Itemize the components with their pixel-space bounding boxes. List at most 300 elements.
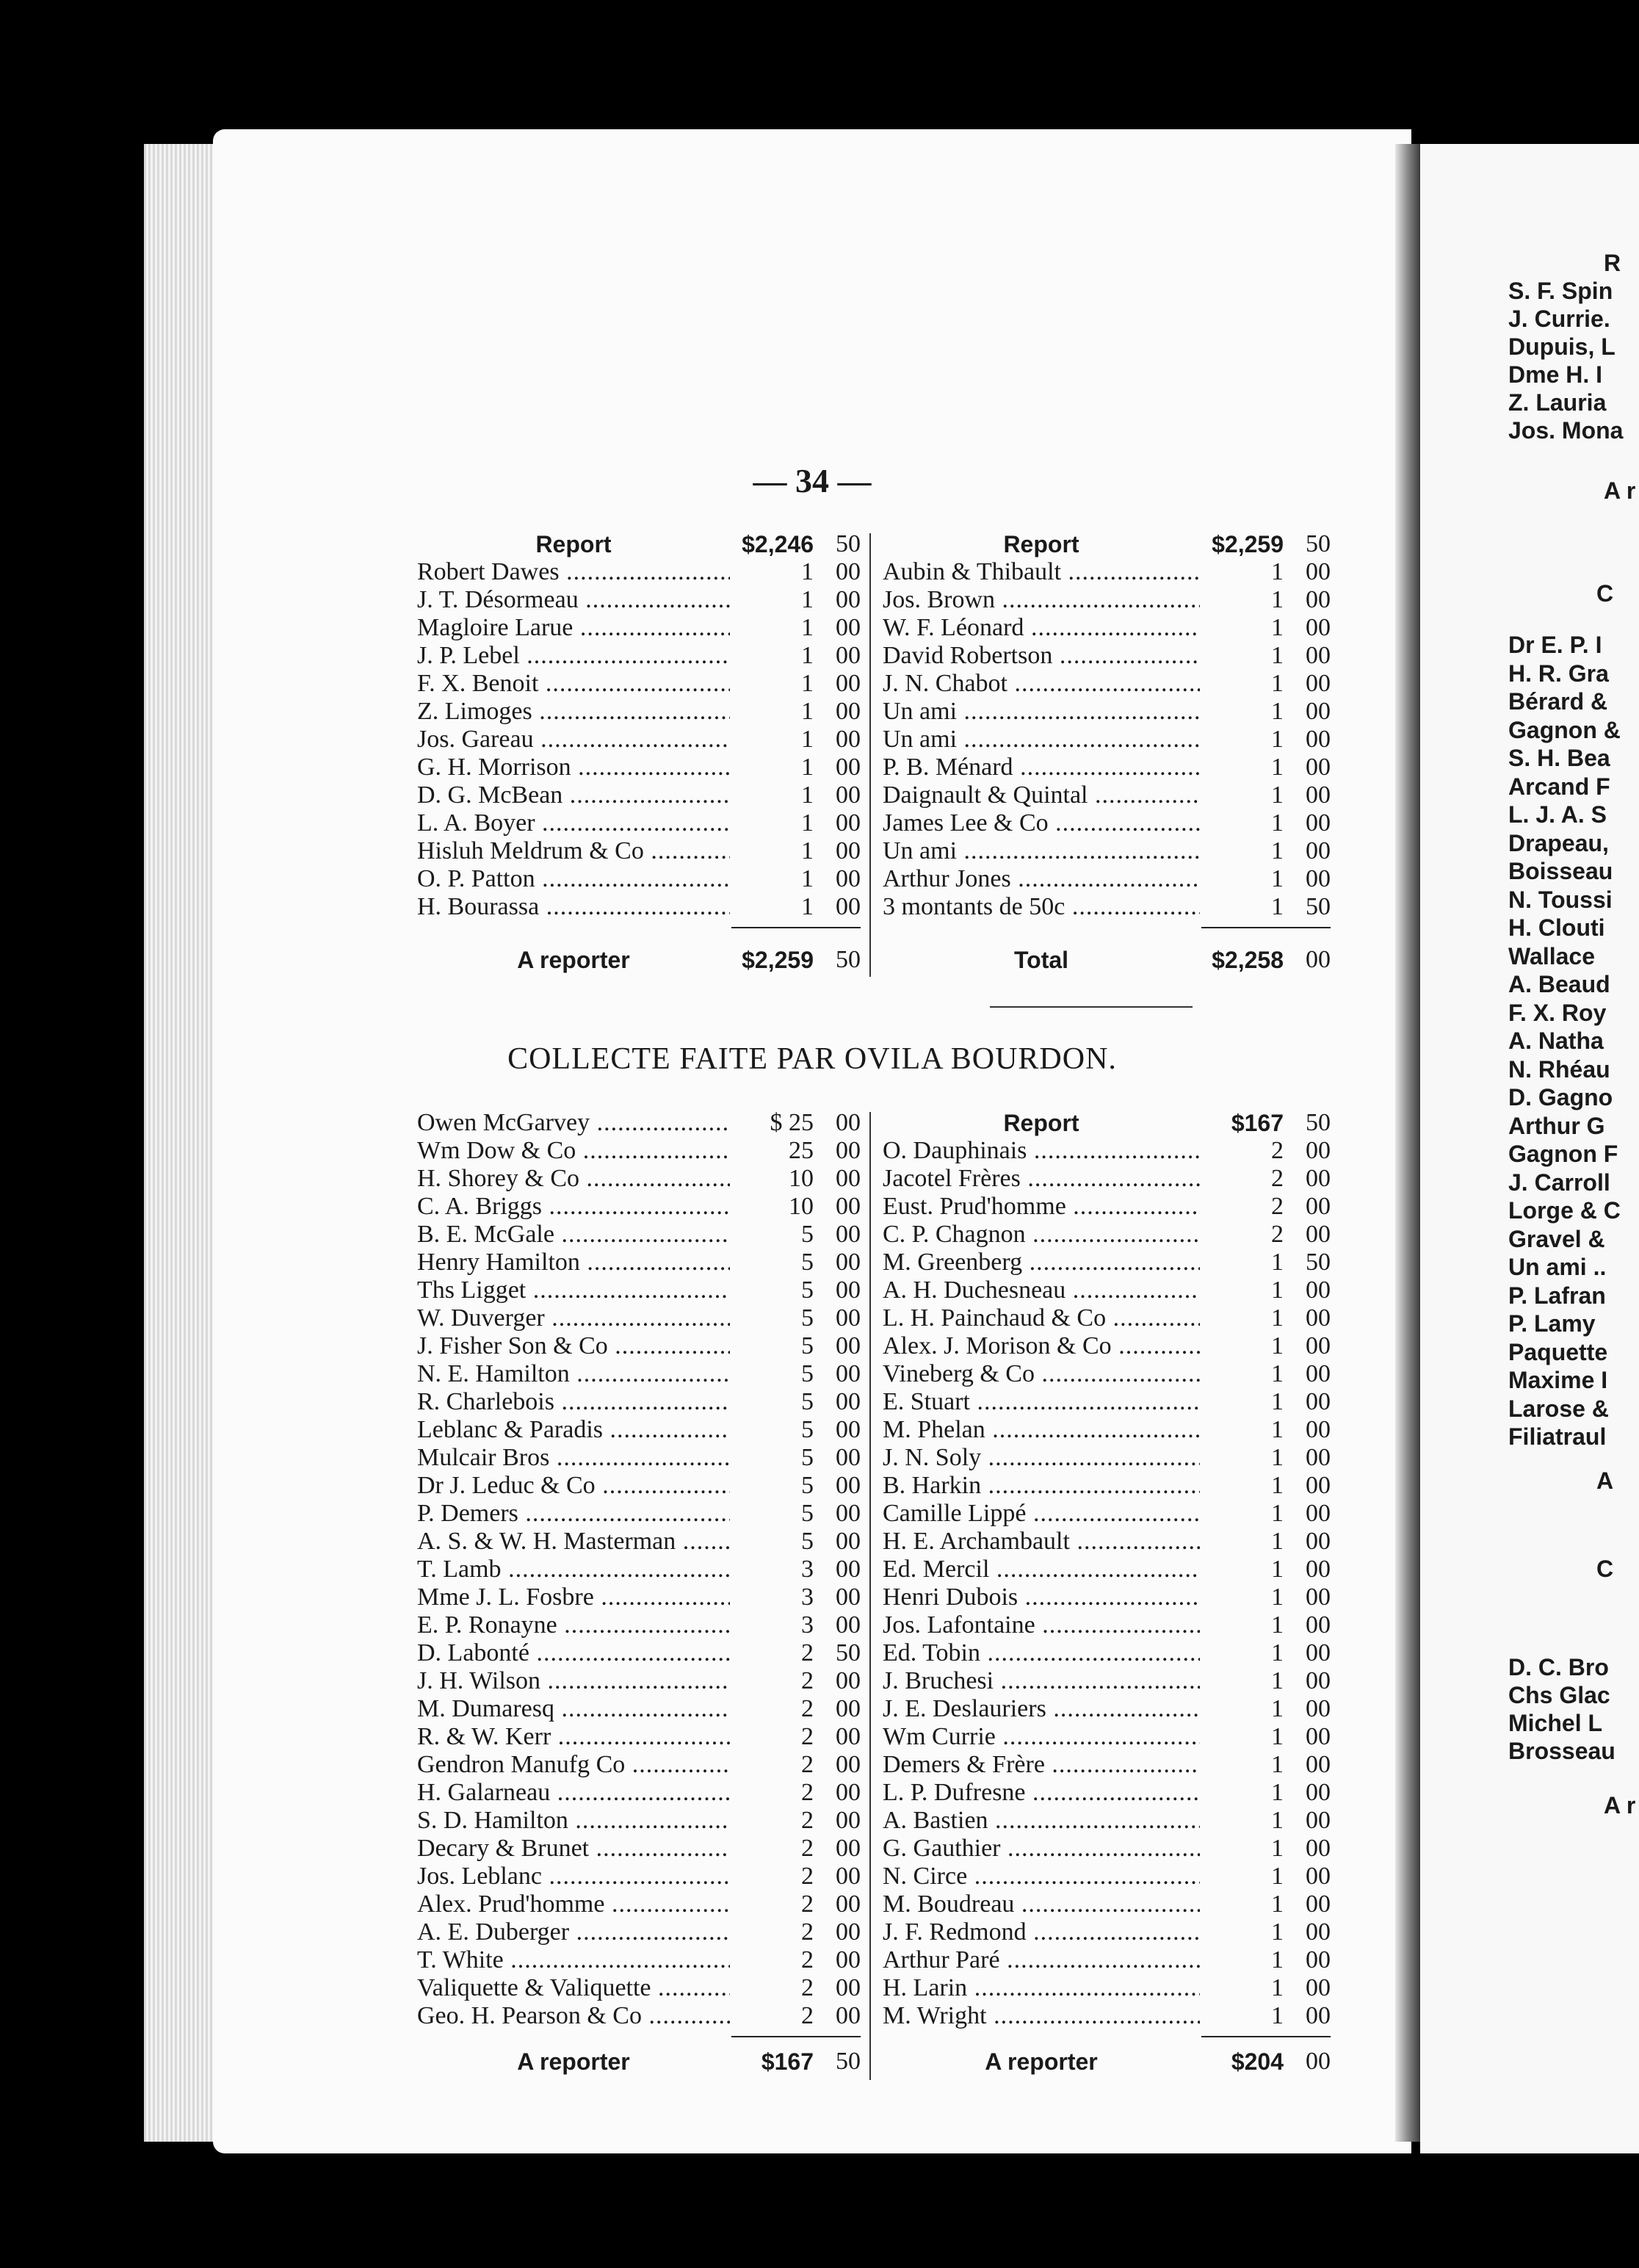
amount-cents: 00 <box>1306 1276 1331 1304</box>
ledger-row <box>417 1137 861 1165</box>
amount-cents: 00 <box>836 1695 861 1722</box>
amount-dollars: 2 <box>1271 1193 1284 1220</box>
amount-cents: 00 <box>1306 946 1331 973</box>
amount-dollars: 1 <box>801 781 814 809</box>
amount-dollars: 1 <box>801 865 814 892</box>
amount-cents: 00 <box>1306 1667 1331 1694</box>
amount-dollars: 1 <box>1271 1863 1284 1890</box>
amount-dollars: 1 <box>1271 1528 1284 1555</box>
amount-cents: 00 <box>836 1723 861 1750</box>
amount-dollars: 1 <box>1271 1583 1284 1611</box>
contributor-name: 3 montants de 50c ..... <box>883 893 1200 921</box>
amount-dollars: 1 <box>1271 1751 1284 1778</box>
contributor-name: R. & W. Kerr ..... <box>417 1723 730 1751</box>
amount-dollars: 1 <box>801 837 814 864</box>
amount-dollars: 1 <box>1271 1444 1284 1471</box>
ledger-row <box>417 1165 861 1193</box>
contributor-name: B. Harkin ..... <box>883 1472 1200 1500</box>
total-row <box>417 946 861 974</box>
contributor-name: J. N. Soly ..... <box>883 1444 1200 1472</box>
contributor-name: Camille Lippé ..... <box>883 1500 1200 1528</box>
ledger-row <box>883 1974 1331 2002</box>
contributor-name: Un ami ..... <box>883 698 1200 726</box>
column-divider <box>869 533 871 977</box>
ledger-row <box>883 1193 1331 1221</box>
facing-page-text: Jos. Mona <box>1508 417 1624 444</box>
contributor-name: N. E. Hamilton ..... <box>417 1360 730 1388</box>
ledger-row <box>883 1863 1331 1890</box>
amount-cents: 00 <box>1306 1416 1331 1443</box>
amount-dollars: 2 <box>801 1695 814 1722</box>
amount-dollars: 10 <box>789 1165 814 1192</box>
column-divider <box>869 1112 871 2080</box>
ledger-row <box>883 865 1331 893</box>
amount-cents: 00 <box>1306 809 1331 837</box>
amount-dollars: 1 <box>1271 586 1284 613</box>
amount-cents: 00 <box>1306 558 1331 585</box>
amount-cents: 00 <box>836 1249 861 1276</box>
ledger-row <box>417 1249 861 1276</box>
ledger-row <box>417 1639 861 1667</box>
amount-dollars: 1 <box>1271 726 1284 753</box>
amount-cents: 00 <box>1306 586 1331 613</box>
amount-cents: 00 <box>836 726 861 753</box>
amount-cents: 00 <box>1306 1556 1331 1583</box>
contributor-name: David Robertson ..... <box>883 642 1200 670</box>
facing-page-text: Boisseau <box>1508 858 1613 884</box>
contributor-name: P. B. Ménard ..... <box>883 754 1200 781</box>
amount-dollars: 1 <box>1271 1556 1284 1583</box>
ledger-row <box>417 698 861 726</box>
report-row <box>417 530 861 558</box>
amount-dollars: 2 <box>801 1918 814 1946</box>
amount-dollars: 1 <box>1271 1695 1284 1722</box>
amount-cents: 00 <box>836 1556 861 1583</box>
ledger-row <box>417 1667 861 1695</box>
contributor-name: Eust. Prud'homme ..... <box>883 1193 1200 1221</box>
contributor-name: B. E. McGale ..... <box>417 1221 730 1249</box>
contributor-name: A reporter <box>517 2048 630 2075</box>
ledger-row <box>417 1723 861 1751</box>
amount-dollars: 1 <box>1271 1946 1284 1973</box>
amount-dollars: 2 <box>801 1835 814 1862</box>
ledger-row <box>883 2002 1331 2030</box>
amount-cents: 00 <box>836 1360 861 1387</box>
contributor-name: J. F. Redmond ..... <box>883 1918 1200 1946</box>
ledger-row <box>417 1528 861 1556</box>
amount-cents: 00 <box>836 1193 861 1220</box>
ledger-row <box>417 893 861 921</box>
amount-dollars: 1 <box>1271 781 1284 809</box>
facing-page-text: Gravel & <box>1508 1225 1605 1252</box>
amount-cents: 00 <box>836 1611 861 1639</box>
amount-dollars: 2 <box>1271 1221 1284 1248</box>
amount-cents: 00 <box>836 1946 861 1973</box>
amount-cents: 50 <box>1306 530 1331 557</box>
contributor-name: Un ami ..... <box>883 837 1200 865</box>
ledger-row <box>883 754 1331 781</box>
contributor-name: L. A. Boyer ..... <box>417 809 730 837</box>
ledger-row <box>883 642 1331 670</box>
facing-page-text: Arcand F <box>1508 773 1610 800</box>
ledger-row <box>417 754 861 781</box>
amount-dollars: 1 <box>1271 1388 1284 1415</box>
amount-cents: 00 <box>1306 865 1331 892</box>
ledger-row <box>883 1472 1331 1500</box>
ledger-row <box>883 1528 1331 1556</box>
amount-cents: 50 <box>836 530 861 557</box>
amount-cents: 00 <box>836 1890 861 1918</box>
ledger-row <box>417 1890 861 1918</box>
amount-cents: 00 <box>836 1807 861 1834</box>
contributor-name: L. H. Painchaud & Co ..... <box>883 1304 1200 1332</box>
ledger-row <box>883 1779 1331 1807</box>
ledger-row <box>417 1193 861 1221</box>
ledger-row <box>417 670 861 698</box>
contributor-name: A. H. Duchesneau ..... <box>883 1276 1200 1304</box>
facing-page-text: A <box>1596 1467 1614 1494</box>
contributor-name: Hisluh Meldrum & Co ..... <box>417 837 730 865</box>
ledger-row <box>417 1472 861 1500</box>
total-row <box>883 2048 1331 2076</box>
contributor-name: Ths Ligget ..... <box>417 1276 730 1304</box>
facing-page-text: C <box>1596 580 1614 607</box>
amount-dollars: 1 <box>1271 1723 1284 1750</box>
facing-page <box>1420 144 1639 2153</box>
amount-cents: 00 <box>836 1416 861 1443</box>
contributor-name: A reporter <box>985 2048 1098 2075</box>
bottom-ledger <box>417 1109 1335 2086</box>
ledger-row <box>417 1863 861 1890</box>
facing-page-text: F. X. Roy <box>1508 999 1607 1026</box>
contributor-name: A. S. & W. H. Masterman ..... <box>417 1528 730 1556</box>
ledger-row <box>417 1751 861 1779</box>
amount-dollars: 1 <box>1271 1360 1284 1387</box>
contributor-name: Daignault & Quintal ..... <box>883 781 1200 809</box>
facing-page-text: Lorge & C <box>1508 1197 1621 1224</box>
contributor-name: Owen McGarvey ..... <box>417 1109 730 1137</box>
amount-cents: 00 <box>1306 754 1331 781</box>
facing-page-text: Gagnon F <box>1508 1141 1618 1167</box>
contributor-name: James Lee & Co ..... <box>883 809 1200 837</box>
amount-dollars: 2 <box>801 1890 814 1918</box>
amount-cents: 00 <box>1306 1751 1331 1778</box>
book-gutter <box>1395 144 1420 2142</box>
contributor-name: J. Bruchesi ..... <box>883 1667 1200 1695</box>
contributor-name: Henri Dubois ..... <box>883 1583 1200 1611</box>
amount-dollars: 1 <box>801 698 814 725</box>
amount-cents: 00 <box>836 1304 861 1332</box>
amount-cents: 00 <box>836 1835 861 1862</box>
amount-cents: 00 <box>1306 1360 1331 1387</box>
amount-dollars: 1 <box>1271 1639 1284 1666</box>
amount-cents: 00 <box>1306 1304 1331 1332</box>
contributor-name: Ed. Mercil ..... <box>883 1556 1200 1583</box>
ledger-row <box>883 1807 1331 1835</box>
ledger-row <box>883 1221 1331 1249</box>
amount-dollars: 2 <box>801 1974 814 2001</box>
ledger-row <box>883 1416 1331 1444</box>
ledger-row <box>417 2002 861 2030</box>
amount-dollars: 2 <box>801 2002 814 2029</box>
ledger-row <box>417 781 861 809</box>
ledger-row <box>417 1918 861 1946</box>
facing-page-text: R <box>1604 250 1621 276</box>
facing-page-text: Bérard & <box>1508 688 1608 715</box>
ledger-row <box>883 698 1331 726</box>
contributor-name: Jos. Lafontaine ..... <box>883 1611 1200 1639</box>
contributor-name: M. Dumaresq ..... <box>417 1695 730 1723</box>
ledger-row <box>883 1276 1331 1304</box>
amount-cents: 00 <box>1306 837 1331 864</box>
contributor-name: Robert Dawes ..... <box>417 558 730 586</box>
top-ledger <box>417 530 1335 971</box>
amount-cents: 00 <box>1306 2002 1331 2029</box>
facing-page-text: Drapeau, <box>1508 829 1609 856</box>
amount-cents: 00 <box>1306 1500 1331 1527</box>
amount-cents: 00 <box>1306 1695 1331 1722</box>
ledger-row <box>883 1444 1331 1472</box>
amount-dollars: $2,246 <box>742 531 814 557</box>
amount-dollars: 1 <box>1271 1304 1284 1332</box>
amount-dollars: $167 <box>1231 1110 1284 1136</box>
ledger-row <box>417 1221 861 1249</box>
facing-page-text: S. F. Spin <box>1508 278 1613 304</box>
collecte-heading: COLLECTE FAITE PAR OVILA BOURDON. <box>507 1042 1117 1076</box>
report-row <box>883 1109 1331 1137</box>
contributor-name: Magloire Larue ..... <box>417 614 730 642</box>
amount-cents: 00 <box>836 1751 861 1778</box>
amount-dollars: $2,259 <box>1212 531 1284 557</box>
contributor-name: Valiquette & Valiquette ..... <box>417 1974 730 2002</box>
amount-dollars: $204 <box>1231 2048 1284 2075</box>
amount-dollars: 1 <box>801 809 814 837</box>
amount-cents: 00 <box>836 698 861 725</box>
amount-cents: 00 <box>1306 1528 1331 1555</box>
facing-page-text: Larose & <box>1508 1395 1609 1422</box>
contributor-name: T. Lamb ..... <box>417 1556 730 1583</box>
ledger-row <box>417 1611 861 1639</box>
contributor-name: H. Shorey & Co ..... <box>417 1165 730 1193</box>
amount-cents: 00 <box>1306 1444 1331 1471</box>
ledger-row <box>883 1556 1331 1583</box>
contributor-name: Arthur Jones ..... <box>883 865 1200 893</box>
report-row <box>883 530 1331 558</box>
ledger-row <box>883 837 1331 865</box>
ledger-row <box>883 1835 1331 1863</box>
sum-rule <box>731 927 861 928</box>
amount-cents: 00 <box>1306 781 1331 809</box>
amount-dollars: 2 <box>801 1667 814 1694</box>
ledger-row <box>417 1807 861 1835</box>
amount-dollars: 1 <box>1271 670 1284 697</box>
amount-cents: 00 <box>836 670 861 697</box>
contributor-name: Report <box>535 531 612 557</box>
contributor-name: H. Galarneau ..... <box>417 1779 730 1807</box>
contributor-name: Leblanc & Paradis ..... <box>417 1416 730 1444</box>
contributor-name: J. E. Deslauriers ..... <box>883 1695 1200 1723</box>
contributor-name: Jacotel Frères ..... <box>883 1165 1200 1193</box>
amount-cents: 00 <box>836 1500 861 1527</box>
amount-dollars: 3 <box>801 1611 814 1639</box>
ledger-row <box>883 1332 1331 1360</box>
amount-dollars: 1 <box>801 586 814 613</box>
facing-page-text: S. H. Bea <box>1508 745 1610 771</box>
amount-dollars: 5 <box>801 1388 814 1415</box>
contributor-name: Report <box>1003 1110 1079 1136</box>
contributor-name: H. E. Archambault ..... <box>883 1528 1200 1556</box>
facing-page-text: D. Gagno <box>1508 1084 1613 1110</box>
contributor-name: Wm Dow & Co ..... <box>417 1137 730 1165</box>
contributor-name: S. D. Hamilton ..... <box>417 1807 730 1835</box>
contributor-name: Aubin & Thibault ..... <box>883 558 1200 586</box>
contributor-name: J. Fisher Son & Co ..... <box>417 1332 730 1360</box>
contributor-name: D. Labonté ..... <box>417 1639 730 1667</box>
ledger-row <box>883 1360 1331 1388</box>
amount-cents: 00 <box>836 1472 861 1499</box>
contributor-name: Wm Currie ..... <box>883 1723 1200 1751</box>
amount-cents: 00 <box>1306 1221 1331 1248</box>
amount-cents: 00 <box>1306 614 1331 641</box>
ledger-row <box>417 1779 861 1807</box>
contributor-name: Un ami ..... <box>883 726 1200 754</box>
amount-dollars: 5 <box>801 1304 814 1332</box>
amount-dollars: 5 <box>801 1528 814 1555</box>
amount-dollars: 5 <box>801 1249 814 1276</box>
contributor-name: Alex. J. Morison & Co ..... <box>883 1332 1200 1360</box>
contributor-name: O. P. Patton ..... <box>417 865 730 893</box>
facing-page-text: Michel L <box>1508 1710 1603 1736</box>
contributor-name: F. X. Benoit ..... <box>417 670 730 698</box>
contributor-name: J. H. Wilson ..... <box>417 1667 730 1695</box>
ledger-row <box>417 1332 861 1360</box>
facing-page-text: L. J. A. S <box>1508 801 1607 828</box>
amount-dollars: 1 <box>1271 1918 1284 1946</box>
amount-cents: 00 <box>1306 1779 1331 1806</box>
facing-page-text: A r <box>1604 1792 1636 1819</box>
amount-dollars: 1 <box>1271 1500 1284 1527</box>
ledger-row <box>883 1249 1331 1276</box>
amount-dollars: 2 <box>801 1863 814 1890</box>
contributor-name: E. Stuart ..... <box>883 1388 1200 1416</box>
amount-dollars: 1 <box>1271 893 1284 920</box>
ledger-row <box>883 1946 1331 1974</box>
ledger-row <box>883 1639 1331 1667</box>
amount-dollars: 2 <box>1271 1137 1284 1164</box>
ledger-row <box>417 1444 861 1472</box>
ledger-row <box>883 809 1331 837</box>
contributor-name: W. F. Léonard ..... <box>883 614 1200 642</box>
amount-dollars: 1 <box>1271 1974 1284 2001</box>
facing-page-text: H. Clouti <box>1508 914 1605 941</box>
contributor-name: M. Boudreau ..... <box>883 1890 1200 1918</box>
amount-dollars: 1 <box>1271 1276 1284 1304</box>
amount-cents: 00 <box>1306 726 1331 753</box>
amount-cents: 00 <box>836 1779 861 1806</box>
contributor-name: Jos. Brown ..... <box>883 586 1200 614</box>
ledger-row <box>883 781 1331 809</box>
facing-page-text: D. C. Bro <box>1508 1654 1609 1680</box>
ledger-row <box>417 586 861 614</box>
facing-page-text: Filiatraul <box>1508 1423 1607 1450</box>
facing-page-text: Brosseau <box>1508 1738 1616 1764</box>
contributor-name: Mme J. L. Fosbre ..... <box>417 1583 730 1611</box>
contributor-name: Mulcair Bros ..... <box>417 1444 730 1472</box>
contributor-name: Decary & Brunet ..... <box>417 1835 730 1863</box>
ledger-row <box>417 1388 861 1416</box>
contributor-name: C. P. Chagnon ..... <box>883 1221 1200 1249</box>
amount-cents: 00 <box>1306 1890 1331 1918</box>
ledger-row <box>417 865 861 893</box>
amount-cents: 50 <box>1306 1109 1331 1136</box>
amount-cents: 00 <box>1306 1835 1331 1862</box>
amount-cents: 00 <box>836 586 861 613</box>
amount-dollars: 5 <box>801 1416 814 1443</box>
amount-dollars: 1 <box>1271 1779 1284 1806</box>
book-page <box>213 129 1411 2153</box>
facing-page-text: P. Lafran <box>1508 1282 1606 1309</box>
amount-dollars: 1 <box>1271 865 1284 892</box>
contributor-name: A. Bastien ..... <box>883 1807 1200 1835</box>
amount-dollars: 5 <box>801 1332 814 1359</box>
amount-cents: 00 <box>836 837 861 864</box>
contributor-name: Jos. Leblanc ..... <box>417 1863 730 1890</box>
amount-cents: 00 <box>1306 698 1331 725</box>
amount-cents: 00 <box>836 1109 861 1136</box>
amount-dollars: 1 <box>1271 2002 1284 2029</box>
amount-cents: 00 <box>836 1332 861 1359</box>
ledger-row <box>417 1835 861 1863</box>
facing-page-text: N. Rhéau <box>1508 1055 1610 1083</box>
contributor-name: Gendron Manufg Co ..... <box>417 1751 730 1779</box>
ledger-row <box>883 1304 1331 1332</box>
amount-dollars: 1 <box>801 726 814 753</box>
sum-rule <box>1201 927 1331 928</box>
contributor-name: D. G. McBean ..... <box>417 781 730 809</box>
amount-dollars: 3 <box>801 1556 814 1583</box>
contributor-name: G. Gauthier ..... <box>883 1835 1200 1863</box>
ledger-row <box>417 1556 861 1583</box>
contributor-name: Demers & Frère ..... <box>883 1751 1200 1779</box>
facing-page-text: J. Currie. <box>1508 306 1610 332</box>
contributor-name: Alex. Prud'homme ..... <box>417 1890 730 1918</box>
ledger-row <box>417 1974 861 2002</box>
amount-cents: 00 <box>836 558 861 585</box>
facing-page-text: Un ami .. <box>1508 1254 1607 1280</box>
ledger-row <box>883 726 1331 754</box>
contributor-name: Z. Limoges ..... <box>417 698 730 726</box>
amount-dollars: 1 <box>1271 1249 1284 1276</box>
amount-dollars: 1 <box>1271 614 1284 641</box>
amount-cents: 00 <box>836 1667 861 1694</box>
amount-dollars: 2 <box>801 1946 814 1973</box>
amount-cents: 00 <box>1306 1193 1331 1220</box>
contributor-name: M. Wright ..... <box>883 2002 1200 2030</box>
amount-cents: 00 <box>1306 1863 1331 1890</box>
contributor-name: T. White ..... <box>417 1946 730 1974</box>
facing-page-text: A. Natha <box>1508 1028 1604 1054</box>
contributor-name: A. E. Duberger ..... <box>417 1918 730 1946</box>
ledger-row <box>883 1751 1331 1779</box>
ledger-row <box>417 1360 861 1388</box>
ledger-row <box>417 558 861 586</box>
amount-dollars: 1 <box>1271 698 1284 725</box>
ledger-row <box>417 1416 861 1444</box>
ledger-row <box>883 1165 1331 1193</box>
amount-cents: 00 <box>836 754 861 781</box>
amount-cents: 00 <box>836 781 861 809</box>
facing-page-text: N. Toussi <box>1508 886 1613 913</box>
